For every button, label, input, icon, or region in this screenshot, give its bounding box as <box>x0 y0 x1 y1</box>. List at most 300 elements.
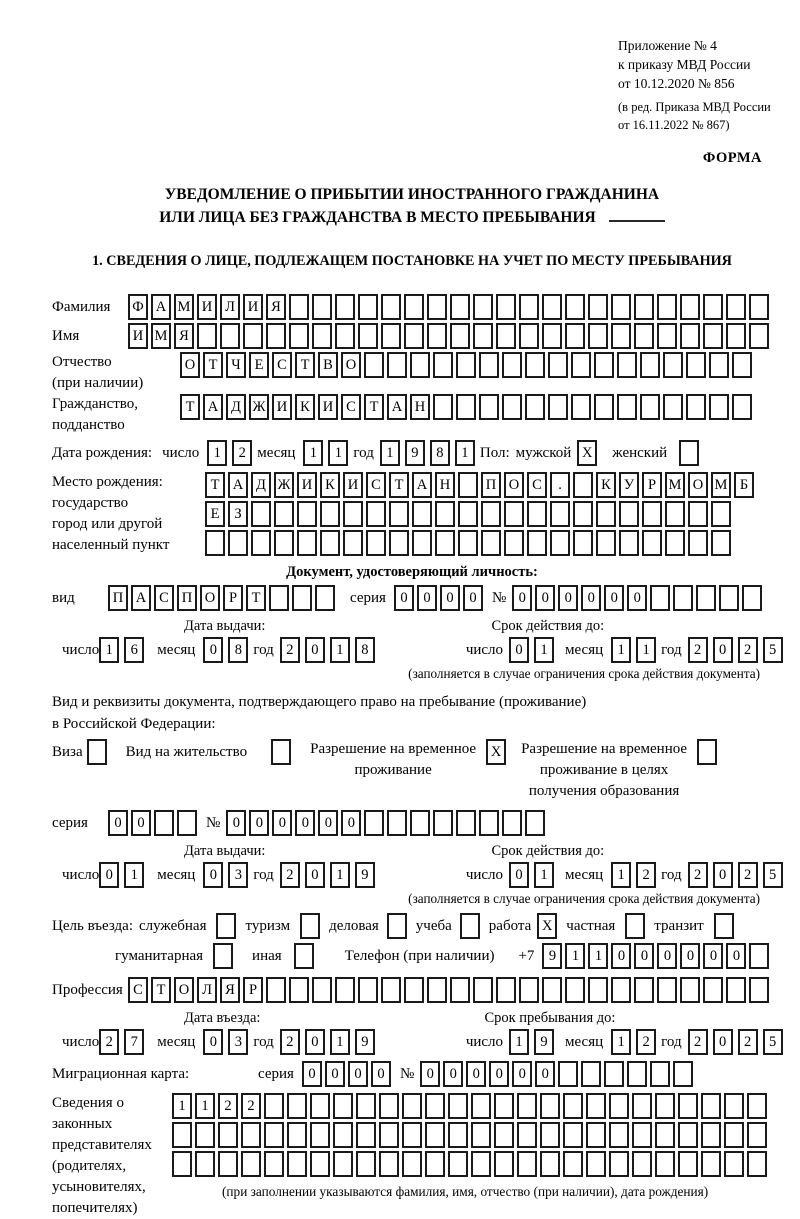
char-cell[interactable]: 5 <box>763 1029 783 1055</box>
char-cell[interactable] <box>747 1093 767 1119</box>
char-cell[interactable]: 0 <box>611 943 631 969</box>
char-cell[interactable] <box>747 1151 767 1177</box>
char-cell[interactable]: Т <box>151 977 171 1003</box>
char-cell[interactable] <box>542 323 562 349</box>
char-cell[interactable] <box>402 1151 422 1177</box>
char-cell[interactable] <box>680 323 700 349</box>
char-cell[interactable] <box>594 352 614 378</box>
char-cell[interactable] <box>563 1151 583 1177</box>
char-cell[interactable]: 0 <box>305 1029 325 1055</box>
char-cell[interactable] <box>749 943 769 969</box>
char-cell[interactable] <box>481 501 501 527</box>
char-cell[interactable] <box>586 1122 606 1148</box>
char-cell[interactable] <box>195 1151 215 1177</box>
char-cell[interactable] <box>678 1151 698 1177</box>
char-cell[interactable] <box>381 294 401 320</box>
purpose-work-checkbox[interactable]: X <box>537 913 557 939</box>
char-cell[interactable] <box>673 585 693 611</box>
char-cell[interactable]: 9 <box>355 1029 375 1055</box>
char-cell[interactable]: А <box>131 585 151 611</box>
char-cell[interactable]: 0 <box>440 585 460 611</box>
char-cell[interactable] <box>404 977 424 1003</box>
char-cell[interactable] <box>540 1151 560 1177</box>
char-cell[interactable] <box>456 394 476 420</box>
char-cell[interactable] <box>525 810 545 836</box>
char-cell[interactable]: С <box>341 394 361 420</box>
char-cell[interactable]: 0 <box>634 943 654 969</box>
char-cell[interactable]: 1 <box>207 440 227 466</box>
char-cell[interactable]: 0 <box>489 1061 509 1087</box>
char-cell[interactable]: 0 <box>713 1029 733 1055</box>
char-cell[interactable] <box>287 1122 307 1148</box>
char-cell[interactable] <box>312 294 332 320</box>
char-cell[interactable] <box>609 1093 629 1119</box>
char-cell[interactable]: 1 <box>636 637 656 663</box>
char-cell[interactable]: 2 <box>738 862 758 888</box>
char-cell[interactable] <box>335 294 355 320</box>
char-cell[interactable] <box>274 501 294 527</box>
sex-male-checkbox[interactable]: X <box>577 440 597 466</box>
sex-female-checkbox[interactable] <box>679 440 699 466</box>
char-cell[interactable]: К <box>295 394 315 420</box>
char-cell[interactable]: 0 <box>318 810 338 836</box>
char-cell[interactable] <box>496 294 516 320</box>
char-cell[interactable] <box>525 352 545 378</box>
char-cell[interactable]: О <box>504 472 524 498</box>
char-cell[interactable] <box>701 1151 721 1177</box>
char-cell[interactable] <box>287 1093 307 1119</box>
char-cell[interactable]: 5 <box>763 862 783 888</box>
char-cell[interactable] <box>450 323 470 349</box>
char-cell[interactable] <box>502 394 522 420</box>
char-cell[interactable]: Л <box>220 294 240 320</box>
char-cell[interactable]: 0 <box>295 810 315 836</box>
char-cell[interactable]: Т <box>295 352 315 378</box>
char-cell[interactable]: 0 <box>394 585 414 611</box>
char-cell[interactable] <box>410 810 430 836</box>
char-cell[interactable]: И <box>272 394 292 420</box>
char-cell[interactable] <box>379 1093 399 1119</box>
char-cell[interactable] <box>673 1061 693 1087</box>
char-cell[interactable] <box>632 1093 652 1119</box>
char-cell[interactable]: 0 <box>558 585 578 611</box>
char-cell[interactable]: 0 <box>443 1061 463 1087</box>
char-cell[interactable]: А <box>228 472 248 498</box>
char-cell[interactable]: И <box>197 294 217 320</box>
char-cell[interactable] <box>320 501 340 527</box>
char-cell[interactable] <box>542 977 562 1003</box>
char-cell[interactable] <box>289 977 309 1003</box>
char-cell[interactable]: 6 <box>124 637 144 663</box>
char-cell[interactable]: 2 <box>280 637 300 663</box>
char-cell[interactable]: К <box>596 472 616 498</box>
char-cell[interactable]: Р <box>223 585 243 611</box>
char-cell[interactable]: 1 <box>328 440 348 466</box>
char-cell[interactable]: 3 <box>228 862 248 888</box>
char-cell[interactable]: 0 <box>131 810 151 836</box>
char-cell[interactable]: И <box>128 323 148 349</box>
char-cell[interactable]: Л <box>197 977 217 1003</box>
char-cell[interactable] <box>709 394 729 420</box>
char-cell[interactable] <box>565 294 585 320</box>
char-cell[interactable] <box>609 1122 629 1148</box>
purpose-humanitarian-checkbox[interactable] <box>213 943 233 969</box>
char-cell[interactable]: 3 <box>228 1029 248 1055</box>
char-cell[interactable] <box>205 530 225 556</box>
char-cell[interactable] <box>458 472 478 498</box>
char-cell[interactable] <box>540 1122 560 1148</box>
char-cell[interactable] <box>663 352 683 378</box>
char-cell[interactable]: Я <box>174 323 194 349</box>
char-cell[interactable] <box>243 323 263 349</box>
char-cell[interactable] <box>427 977 447 1003</box>
char-cell[interactable]: 0 <box>509 862 529 888</box>
char-cell[interactable] <box>310 1093 330 1119</box>
char-cell[interactable]: 2 <box>280 1029 300 1055</box>
char-cell[interactable]: 1 <box>195 1093 215 1119</box>
char-cell[interactable] <box>573 472 593 498</box>
char-cell[interactable]: 0 <box>512 1061 532 1087</box>
char-cell[interactable] <box>586 1093 606 1119</box>
char-cell[interactable]: 0 <box>581 585 601 611</box>
char-cell[interactable] <box>749 323 769 349</box>
char-cell[interactable] <box>297 501 317 527</box>
char-cell[interactable] <box>588 294 608 320</box>
char-cell[interactable] <box>264 1122 284 1148</box>
char-cell[interactable]: Ж <box>249 394 269 420</box>
char-cell[interactable] <box>548 352 568 378</box>
char-cell[interactable]: 1 <box>330 637 350 663</box>
char-cell[interactable] <box>274 530 294 556</box>
char-cell[interactable]: 2 <box>688 862 708 888</box>
char-cell[interactable] <box>228 530 248 556</box>
char-cell[interactable] <box>172 1151 192 1177</box>
char-cell[interactable] <box>333 1122 353 1148</box>
purpose-business-checkbox[interactable] <box>387 913 407 939</box>
char-cell[interactable]: В <box>318 352 338 378</box>
char-cell[interactable] <box>289 294 309 320</box>
char-cell[interactable]: . <box>550 472 570 498</box>
char-cell[interactable] <box>655 1151 675 1177</box>
char-cell[interactable]: 2 <box>280 862 300 888</box>
char-cell[interactable] <box>517 1093 537 1119</box>
char-cell[interactable] <box>358 294 378 320</box>
char-cell[interactable] <box>525 394 545 420</box>
char-cell[interactable]: 0 <box>203 637 223 663</box>
char-cell[interactable] <box>742 585 762 611</box>
char-cell[interactable] <box>527 530 547 556</box>
char-cell[interactable]: С <box>154 585 174 611</box>
char-cell[interactable]: С <box>366 472 386 498</box>
char-cell[interactable] <box>680 294 700 320</box>
char-cell[interactable] <box>427 294 447 320</box>
char-cell[interactable] <box>458 530 478 556</box>
char-cell[interactable]: А <box>387 394 407 420</box>
purpose-study-checkbox[interactable] <box>460 913 480 939</box>
char-cell[interactable]: П <box>108 585 128 611</box>
char-cell[interactable] <box>448 1093 468 1119</box>
char-cell[interactable]: А <box>412 472 432 498</box>
char-cell[interactable]: Д <box>226 394 246 420</box>
char-cell[interactable]: 8 <box>228 637 248 663</box>
char-cell[interactable] <box>473 977 493 1003</box>
char-cell[interactable]: 0 <box>203 862 223 888</box>
char-cell[interactable] <box>195 1122 215 1148</box>
char-cell[interactable] <box>364 352 384 378</box>
char-cell[interactable] <box>596 530 616 556</box>
char-cell[interactable] <box>379 1151 399 1177</box>
purpose-other-checkbox[interactable] <box>294 943 314 969</box>
char-cell[interactable]: 2 <box>232 440 252 466</box>
char-cell[interactable] <box>479 810 499 836</box>
char-cell[interactable] <box>627 1061 647 1087</box>
char-cell[interactable] <box>343 530 363 556</box>
char-cell[interactable] <box>241 1122 261 1148</box>
char-cell[interactable]: Я <box>220 977 240 1003</box>
char-cell[interactable] <box>335 977 355 1003</box>
char-cell[interactable]: О <box>174 977 194 1003</box>
char-cell[interactable] <box>688 501 708 527</box>
char-cell[interactable] <box>218 1151 238 1177</box>
char-cell[interactable] <box>218 1122 238 1148</box>
char-cell[interactable]: М <box>174 294 194 320</box>
char-cell[interactable] <box>172 1122 192 1148</box>
char-cell[interactable]: Ч <box>226 352 246 378</box>
char-cell[interactable] <box>596 501 616 527</box>
char-cell[interactable] <box>563 1093 583 1119</box>
char-cell[interactable] <box>709 352 729 378</box>
char-cell[interactable]: 0 <box>249 810 269 836</box>
char-cell[interactable] <box>604 1061 624 1087</box>
char-cell[interactable] <box>494 1122 514 1148</box>
char-cell[interactable] <box>364 810 384 836</box>
char-cell[interactable] <box>571 394 591 420</box>
char-cell[interactable] <box>504 530 524 556</box>
char-cell[interactable] <box>433 352 453 378</box>
char-cell[interactable] <box>634 323 654 349</box>
char-cell[interactable]: О <box>200 585 220 611</box>
char-cell[interactable] <box>701 1122 721 1148</box>
char-cell[interactable]: К <box>320 472 340 498</box>
char-cell[interactable] <box>402 1093 422 1119</box>
char-cell[interactable]: И <box>297 472 317 498</box>
char-cell[interactable] <box>502 352 522 378</box>
char-cell[interactable]: 2 <box>218 1093 238 1119</box>
char-cell[interactable]: 0 <box>302 1061 322 1087</box>
char-cell[interactable]: Н <box>435 472 455 498</box>
char-cell[interactable] <box>389 501 409 527</box>
char-cell[interactable] <box>680 977 700 1003</box>
char-cell[interactable] <box>611 294 631 320</box>
char-cell[interactable] <box>640 352 660 378</box>
char-cell[interactable] <box>404 294 424 320</box>
char-cell[interactable]: 0 <box>512 585 532 611</box>
char-cell[interactable] <box>310 1122 330 1148</box>
char-cell[interactable] <box>726 323 746 349</box>
char-cell[interactable]: 0 <box>99 862 119 888</box>
char-cell[interactable] <box>655 1122 675 1148</box>
char-cell[interactable] <box>387 352 407 378</box>
char-cell[interactable]: С <box>272 352 292 378</box>
char-cell[interactable] <box>517 1151 537 1177</box>
char-cell[interactable] <box>747 1122 767 1148</box>
char-cell[interactable]: 2 <box>241 1093 261 1119</box>
char-cell[interactable] <box>435 501 455 527</box>
char-cell[interactable] <box>517 1122 537 1148</box>
char-cell[interactable]: 0 <box>713 637 733 663</box>
char-cell[interactable] <box>479 352 499 378</box>
char-cell[interactable] <box>381 323 401 349</box>
char-cell[interactable] <box>433 394 453 420</box>
char-cell[interactable] <box>540 1093 560 1119</box>
char-cell[interactable] <box>264 1151 284 1177</box>
char-cell[interactable] <box>749 294 769 320</box>
char-cell[interactable]: 0 <box>535 585 555 611</box>
char-cell[interactable] <box>356 1093 376 1119</box>
char-cell[interactable] <box>519 294 539 320</box>
char-cell[interactable] <box>320 530 340 556</box>
char-cell[interactable]: Т <box>246 585 266 611</box>
char-cell[interactable] <box>573 530 593 556</box>
char-cell[interactable]: О <box>341 352 361 378</box>
visa-checkbox[interactable] <box>87 739 107 765</box>
char-cell[interactable] <box>650 585 670 611</box>
char-cell[interactable] <box>381 977 401 1003</box>
char-cell[interactable]: 0 <box>713 862 733 888</box>
char-cell[interactable]: С <box>527 472 547 498</box>
char-cell[interactable] <box>655 1093 675 1119</box>
char-cell[interactable]: 1 <box>330 1029 350 1055</box>
char-cell[interactable] <box>425 1122 445 1148</box>
char-cell[interactable] <box>343 501 363 527</box>
char-cell[interactable]: 0 <box>680 943 700 969</box>
char-cell[interactable] <box>427 323 447 349</box>
char-cell[interactable]: 2 <box>636 862 656 888</box>
char-cell[interactable]: Ф <box>128 294 148 320</box>
char-cell[interactable] <box>640 394 660 420</box>
char-cell[interactable]: И <box>343 472 363 498</box>
char-cell[interactable] <box>542 294 562 320</box>
char-cell[interactable] <box>335 323 355 349</box>
char-cell[interactable] <box>450 294 470 320</box>
char-cell[interactable] <box>251 501 271 527</box>
purpose-private-checkbox[interactable] <box>625 913 645 939</box>
char-cell[interactable]: 2 <box>738 1029 758 1055</box>
char-cell[interactable] <box>356 1151 376 1177</box>
char-cell[interactable] <box>657 294 677 320</box>
char-cell[interactable] <box>266 323 286 349</box>
char-cell[interactable]: 0 <box>371 1061 391 1087</box>
char-cell[interactable] <box>588 323 608 349</box>
char-cell[interactable]: Т <box>205 472 225 498</box>
char-cell[interactable] <box>356 1122 376 1148</box>
char-cell[interactable]: 1 <box>172 1093 192 1119</box>
char-cell[interactable]: 7 <box>124 1029 144 1055</box>
char-cell[interactable] <box>504 501 524 527</box>
temp-residence-checkbox[interactable]: X <box>486 739 506 765</box>
char-cell[interactable]: 1 <box>99 637 119 663</box>
char-cell[interactable] <box>297 530 317 556</box>
char-cell[interactable] <box>550 501 570 527</box>
char-cell[interactable] <box>588 977 608 1003</box>
char-cell[interactable] <box>657 323 677 349</box>
char-cell[interactable] <box>732 394 752 420</box>
char-cell[interactable]: 5 <box>763 637 783 663</box>
char-cell[interactable]: 0 <box>305 637 325 663</box>
char-cell[interactable]: А <box>151 294 171 320</box>
char-cell[interactable] <box>711 501 731 527</box>
char-cell[interactable]: И <box>318 394 338 420</box>
char-cell[interactable] <box>315 585 335 611</box>
purpose-tourism-checkbox[interactable] <box>300 913 320 939</box>
char-cell[interactable]: З <box>228 501 248 527</box>
char-cell[interactable] <box>726 977 746 1003</box>
char-cell[interactable] <box>410 352 430 378</box>
char-cell[interactable]: 9 <box>534 1029 554 1055</box>
char-cell[interactable]: 0 <box>272 810 292 836</box>
char-cell[interactable] <box>586 1151 606 1177</box>
char-cell[interactable] <box>696 585 716 611</box>
char-cell[interactable]: 1 <box>565 943 585 969</box>
char-cell[interactable] <box>686 352 706 378</box>
char-cell[interactable]: 0 <box>305 862 325 888</box>
char-cell[interactable]: 0 <box>509 637 529 663</box>
char-cell[interactable]: 0 <box>325 1061 345 1087</box>
char-cell[interactable]: 1 <box>611 1029 631 1055</box>
char-cell[interactable] <box>177 810 197 836</box>
char-cell[interactable] <box>619 530 639 556</box>
char-cell[interactable] <box>732 352 752 378</box>
char-cell[interactable]: 1 <box>303 440 323 466</box>
char-cell[interactable] <box>450 977 470 1003</box>
char-cell[interactable] <box>412 530 432 556</box>
char-cell[interactable]: Р <box>243 977 263 1003</box>
char-cell[interactable] <box>619 501 639 527</box>
char-cell[interactable] <box>609 1151 629 1177</box>
char-cell[interactable] <box>611 977 631 1003</box>
char-cell[interactable]: 9 <box>542 943 562 969</box>
char-cell[interactable]: 1 <box>611 637 631 663</box>
char-cell[interactable]: М <box>665 472 685 498</box>
char-cell[interactable] <box>358 323 378 349</box>
char-cell[interactable]: Е <box>249 352 269 378</box>
char-cell[interactable] <box>154 810 174 836</box>
char-cell[interactable] <box>404 323 424 349</box>
char-cell[interactable] <box>197 323 217 349</box>
char-cell[interactable]: Т <box>180 394 200 420</box>
char-cell[interactable]: Д <box>251 472 271 498</box>
char-cell[interactable] <box>312 977 332 1003</box>
char-cell[interactable]: И <box>243 294 263 320</box>
char-cell[interactable]: 1 <box>588 943 608 969</box>
char-cell[interactable] <box>333 1093 353 1119</box>
char-cell[interactable] <box>724 1151 744 1177</box>
char-cell[interactable]: 1 <box>330 862 350 888</box>
char-cell[interactable] <box>632 1122 652 1148</box>
char-cell[interactable] <box>650 1061 670 1087</box>
char-cell[interactable]: 2 <box>688 1029 708 1055</box>
char-cell[interactable] <box>634 977 654 1003</box>
char-cell[interactable] <box>678 1093 698 1119</box>
char-cell[interactable] <box>558 1061 578 1087</box>
char-cell[interactable] <box>389 530 409 556</box>
char-cell[interactable] <box>496 323 516 349</box>
char-cell[interactable] <box>366 530 386 556</box>
temp-residence-edu-checkbox[interactable] <box>697 739 717 765</box>
char-cell[interactable] <box>657 977 677 1003</box>
char-cell[interactable] <box>479 394 499 420</box>
char-cell[interactable]: Ж <box>274 472 294 498</box>
